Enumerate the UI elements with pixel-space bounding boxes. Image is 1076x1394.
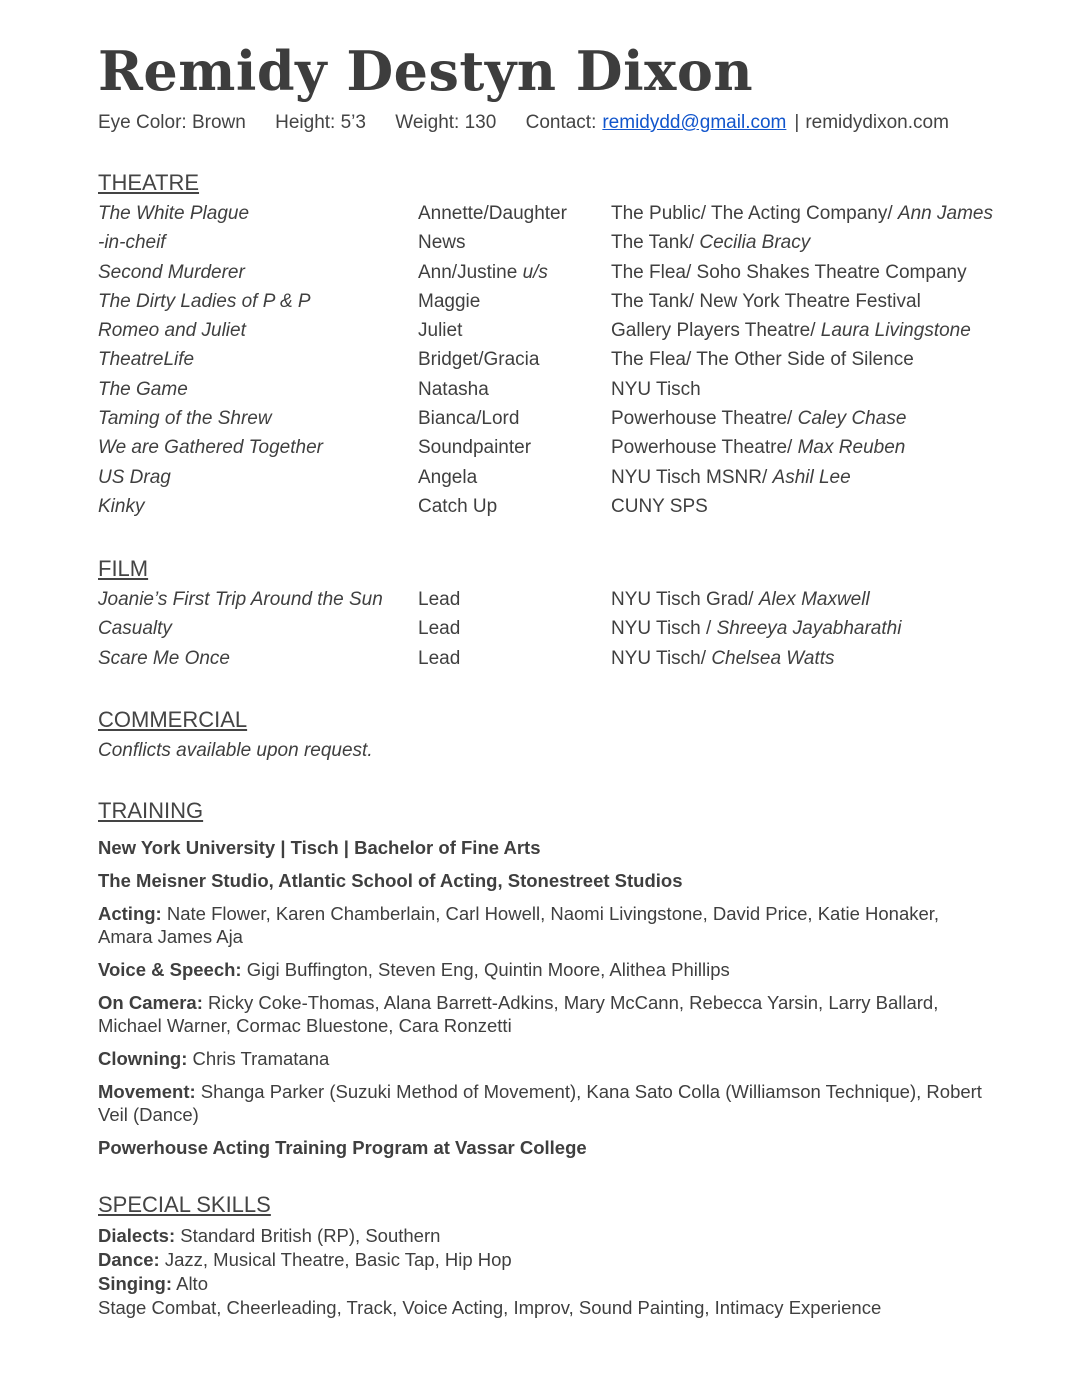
credit-venue: NYU Tisch MSNR/ Ashil Lee: [611, 466, 851, 488]
email-link[interactable]: remidydd@gmail.com: [602, 112, 787, 133]
credit-row: [98, 436, 998, 465]
actor-name: Remidy Destyn Dixon: [98, 39, 754, 103]
credit-title: The Game: [98, 378, 188, 400]
training-heading: TRAINING: [98, 798, 204, 823]
credit-director: Alex Maxwell: [758, 589, 870, 610]
credit-role: Ann/Justine u/s: [418, 261, 548, 283]
credit-row: [98, 495, 998, 524]
credit-venue: The Flea/ Soho Shakes Theatre Company: [611, 261, 967, 283]
credit-row: [98, 407, 998, 436]
credit-row: [98, 319, 998, 348]
credit-title: The White Plague: [98, 203, 250, 224]
credit-venue: NYU Tisch Grad/ Alex Maxwell: [611, 589, 870, 610]
credit-title: We are Gathered Together: [98, 437, 323, 459]
credit-title: Romeo and Juliet: [98, 320, 246, 342]
theatre-heading: THEATRE: [98, 170, 200, 195]
training-school: New York University | Tisch | Bachelor of Fine Arts: [98, 837, 541, 858]
credit-title: The Dirty Ladies of P & P: [98, 290, 311, 312]
credit-title: Kinky: [98, 495, 145, 517]
credit-row: [98, 290, 998, 319]
credit-role: Bridget/Gracia: [418, 349, 540, 371]
credit-venue: The Tank/ Cecilia Bracy: [611, 232, 811, 254]
credit-venue: Gallery Players Theatre/ Laura Livingstone: [611, 320, 971, 342]
credit-title: Taming of the Shrew: [98, 408, 272, 430]
weight: Weight: 130: [395, 112, 497, 133]
credit-venue: NYU Tisch / Shreeya Jayabharathi: [611, 618, 902, 640]
theatre-credits: [98, 202, 998, 524]
credit-title: TheatreLife: [98, 349, 195, 371]
skills-section: [98, 1192, 998, 1320]
training-powerhouse: Powerhouse Acting Training Program at Vassar College: [98, 1137, 587, 1158]
credit-title: Scare Me Once: [98, 647, 230, 669]
training-studios: The Meisner Studio, Atlantic School of Acting, Stonestreet Studios: [98, 870, 683, 891]
credit-venue: Powerhouse Theatre/ Caley Chase: [611, 408, 907, 430]
credit-row: [98, 378, 998, 407]
credit-venue: NYU Tisch/ Chelsea Watts: [611, 647, 835, 669]
credit-row: [98, 261, 998, 290]
commercial-note: Conflicts available upon request.: [98, 740, 373, 761]
skill-singing: Singing: Alto: [98, 1273, 208, 1294]
credit-title: -in-cheif: [98, 232, 166, 254]
training-clowning: Clowning: Chris Tramatana: [98, 1048, 330, 1069]
film-heading: FILM: [98, 556, 149, 581]
training-section: [98, 798, 998, 1169]
credit-row: [98, 466, 998, 495]
credit-venue: The Flea/ The Other Side of Silence: [611, 349, 914, 371]
website: remidydixon.com: [805, 112, 949, 133]
credit-director: Cecilia Bracy: [699, 232, 811, 254]
training-camera: On Camera: Ricky Coke-Thomas, Alana Barrett-Adkins, Mary McCann, Rebecca Yarsin, Larry Ballard, Michael Warner, Cormac Bluestone, Cara Ronzetti: [98, 992, 939, 1036]
credit-row: [98, 348, 998, 377]
credit-director: Max Reuben: [797, 437, 906, 459]
credit-venue: CUNY SPS: [611, 495, 708, 517]
skills-heading: SPECIAL SKILLS: [98, 1192, 271, 1217]
credit-row: [98, 588, 998, 617]
credit-director: Chelsea Watts: [711, 647, 835, 669]
credit-role: Juliet: [418, 320, 463, 342]
credit-venue: The Tank/ New York Theatre Festival: [611, 290, 921, 312]
skill-other: Stage Combat, Cheerleading, Track, Voice Acting, Improv, Sound Painting, Intimacy Experience: [98, 1297, 882, 1318]
credit-role: Annette/Daughter: [418, 203, 567, 224]
credit-title: Joanie’s First Trip Around the Sun: [98, 589, 383, 610]
credit-row: [98, 617, 998, 646]
skill-dance: Dance: Jazz, Musical Theatre, Basic Tap, Hip Hop: [98, 1249, 512, 1270]
credit-role: News: [418, 232, 466, 254]
credit-role: Lead: [418, 618, 461, 640]
credit-role: Catch Up: [418, 495, 498, 517]
credit-title: Second Murderer: [98, 261, 245, 283]
credit-role: Soundpainter: [418, 437, 532, 459]
contact-label: Contact:: [525, 112, 597, 133]
skill-dialects: Dialects: Standard British (RP), Southern: [98, 1225, 441, 1246]
film-section: [98, 556, 998, 676]
credit-row: [98, 202, 998, 231]
credit-role: Lead: [418, 647, 461, 669]
theatre-section: [98, 170, 998, 524]
actor-stats: [98, 112, 949, 134]
credit-venue: The Public/ The Acting Company/ Ann James: [611, 203, 993, 224]
credit-director: Ashil Lee: [772, 466, 851, 488]
film-credits: [98, 588, 998, 676]
credit-role-note: u/s: [522, 261, 548, 283]
credit-row: [98, 647, 998, 676]
credit-venue: Powerhouse Theatre/ Max Reuben: [611, 437, 906, 459]
training-movement: Movement: Shanga Parker (Suzuki Method of Movement), Kana Sato Colla (Williamson Technique), Robert Veil (Dance): [98, 1081, 982, 1125]
commercial-heading: COMMERCIAL: [98, 707, 248, 732]
separator: |: [794, 112, 800, 133]
credit-director: Laura Livingstone: [820, 320, 971, 342]
credit-role: Bianca/Lord: [418, 408, 520, 430]
credit-role: Angela: [418, 466, 478, 488]
credit-director: Ann James: [897, 203, 993, 224]
credit-role: Maggie: [418, 290, 481, 312]
training-voice: Voice & Speech: Gigi Buffington, Steven Eng, Quintin Moore, Alithea Phillips: [98, 959, 730, 980]
credit-role: Natasha: [418, 378, 489, 400]
credit-role: Lead: [418, 589, 461, 610]
training-acting: Acting: Nate Flower, Karen Chamberlain, Carl Howell, Naomi Livingstone, David Price, Katie Honaker, Amara James Aja: [98, 903, 940, 947]
credit-title: US Drag: [98, 466, 171, 488]
commercial-section: [98, 707, 998, 763]
eye-color: Eye Color: Brown: [98, 112, 246, 133]
credit-title: Casualty: [98, 618, 172, 640]
credit-venue: NYU Tisch: [611, 378, 701, 400]
credit-director: Caley Chase: [797, 408, 907, 430]
height: Height: 5’3: [275, 112, 366, 133]
credit-director: Shreeya Jayabharathi: [716, 618, 902, 640]
credit-row: [98, 231, 998, 260]
